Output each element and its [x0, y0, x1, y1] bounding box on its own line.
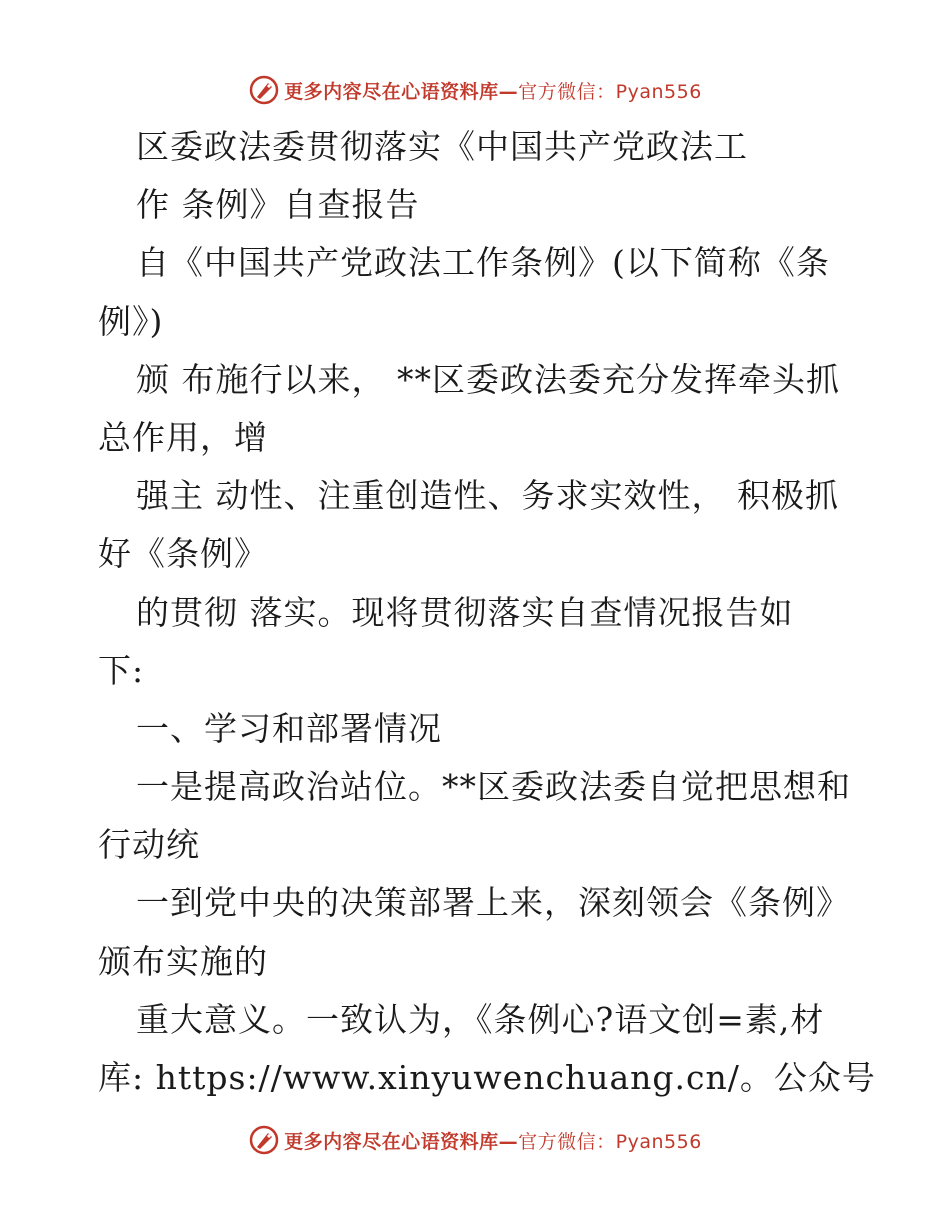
watermark-contact: 官方微信：Pyan556	[518, 1130, 702, 1153]
doc-line: 好《条例》	[98, 534, 268, 574]
watermark-text	[284, 1127, 702, 1154]
doc-line: 下:	[98, 650, 145, 690]
doc-line: 颁 布施行以来， **区委政法委充分发挥牵头抓	[136, 359, 840, 399]
pen-nib-logo-icon	[248, 1124, 280, 1156]
doc-line: 强主 动性、注重创造性、务求实效性， 积极抓	[136, 476, 839, 516]
doc-line: 例》)	[98, 301, 164, 341]
doc-line: 颁布实施的	[98, 941, 268, 981]
doc-line: 行动统	[98, 825, 200, 865]
doc-line: 重大意义。一致认为，《条例心?语文创=素,材	[136, 999, 825, 1039]
doc-line: 库: https://www.xinyuwenchuang.cn/。公众号	[98, 1058, 876, 1097]
footer-watermark	[0, 1120, 950, 1160]
document-body	[98, 118, 876, 1107]
doc-line: 区委政法委贯彻落实《中国共产党政法工	[136, 127, 748, 166]
doc-line: 作 条例》自查报告	[136, 185, 420, 225]
header-watermark	[0, 70, 950, 110]
pen-nib-logo-icon	[248, 74, 280, 106]
watermark-brand: 更多内容尽在心语资料库	[284, 80, 499, 103]
watermark-brand: 更多内容尽在心语资料库	[284, 1130, 499, 1153]
doc-line: 的贯彻 落实。现将贯彻落实自查情况报告如	[136, 592, 794, 632]
doc-line: 总作用，增	[98, 417, 268, 457]
watermark-separator: —	[498, 1130, 519, 1153]
watermark-text	[284, 77, 702, 104]
doc-line: 一是提高政治站位。**区委政法委自觉把思想和	[136, 767, 851, 807]
watermark-contact: 官方微信：Pyan556	[518, 80, 702, 103]
doc-line: 一到党中央的决策部署上来，深刻领会《条例》	[136, 883, 850, 923]
section-heading: 一、学习和部署情况	[136, 708, 442, 748]
doc-line: 自《中国共产党政法工作条例》(以下简称《条	[136, 243, 830, 283]
watermark-separator: —	[498, 80, 519, 103]
